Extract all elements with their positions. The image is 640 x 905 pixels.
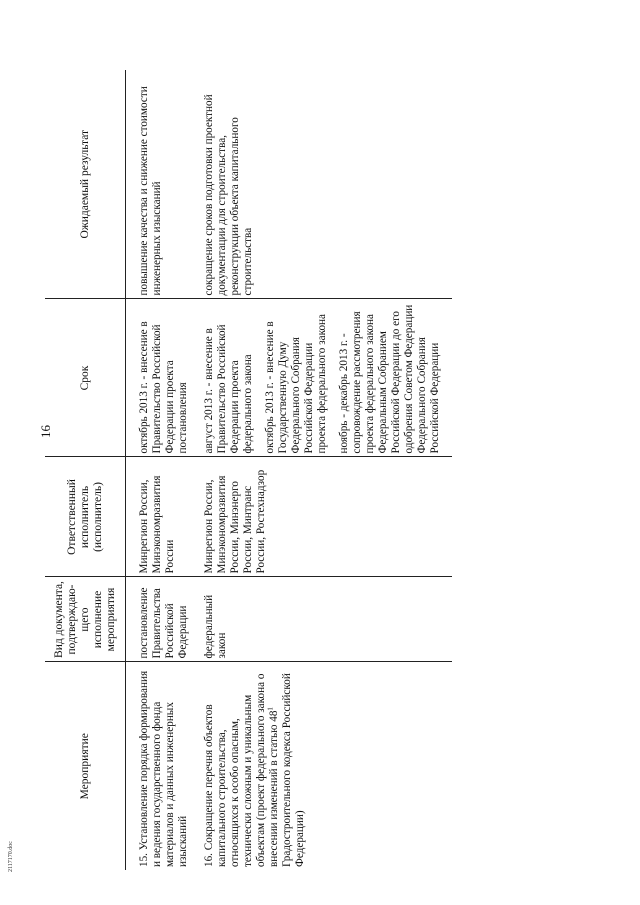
header-executor: Ответственный исполнитель (исполнитель)	[45, 457, 126, 577]
cell-result: сокращение сроков подготовки проектной документации для строительства, реконструкции объекта капитального строительства	[202, 70, 452, 299]
cell-result: повышение качества и снижение стоимости инженерных изысканий	[126, 70, 203, 299]
article-superscript: 1	[266, 707, 275, 711]
measures-table	[45, 70, 452, 870]
cell-doc-type: федеральный закон	[202, 577, 452, 662]
header-result: Ожидаемый результат	[45, 70, 126, 299]
table-row	[202, 70, 452, 870]
deadline-item: август 2013 г. - внесение в Правительство Российской Федерации проекта федерального закона	[203, 324, 254, 454]
cell-measure	[202, 662, 452, 870]
cell-executor: Минрегион России, Минэкономразвития России	[126, 457, 203, 577]
cell-doc-type: постановление Правительства Российской Федерации	[126, 577, 203, 662]
deadline-item: октябрь 2013 г. - внесение в Правительство Российской Федерации проекта постановления	[138, 321, 189, 454]
landscape-sheet	[45, 70, 560, 870]
deadline-item: ноябрь - декабрь 2013 г. - сопровождение рассмотрения проекта федерального закона Федеральным Собранием Российской Федерации до его одобрения Советом Федерации Федерального Собрания Российской Федерации	[338, 304, 441, 454]
footer-doc-code: 2117170.doc	[8, 841, 14, 872]
measure-text: 16. Сокращение перечня объектов капитального строительства, относящихся к особо опасным, технически сложным и уникальным объектам (проект федерального закона о внесении изменений в статью 48	[203, 673, 280, 867]
cell-executor: Минрегион России, Минэкономразвития России, Минэнерго России, Минтранс России, Ростехнадзор	[202, 457, 452, 577]
table-row	[126, 70, 203, 870]
header-doc-type: Вид документа, подтверждаю-щего исполнение мероприятия	[45, 577, 126, 662]
cell-measure: 15. Установление порядка формирования и ведения государственного фонда материалов и данных инженерных изысканий	[126, 662, 203, 870]
cell-deadline	[202, 299, 452, 457]
deadline-item: октябрь 2013 г. - внесение в Государственную Думу Федерального Собрания Российской Федерации проекта федерального закона	[264, 314, 328, 454]
cell-deadline	[126, 299, 203, 457]
header-measure: Мероприятие	[45, 662, 126, 870]
page-number: 16	[38, 425, 53, 438]
measure-text-tail: Градостроительного кодекса Российской Федерации)	[281, 673, 306, 867]
header-deadline: Срок	[45, 299, 126, 457]
table-header-row	[45, 70, 126, 870]
